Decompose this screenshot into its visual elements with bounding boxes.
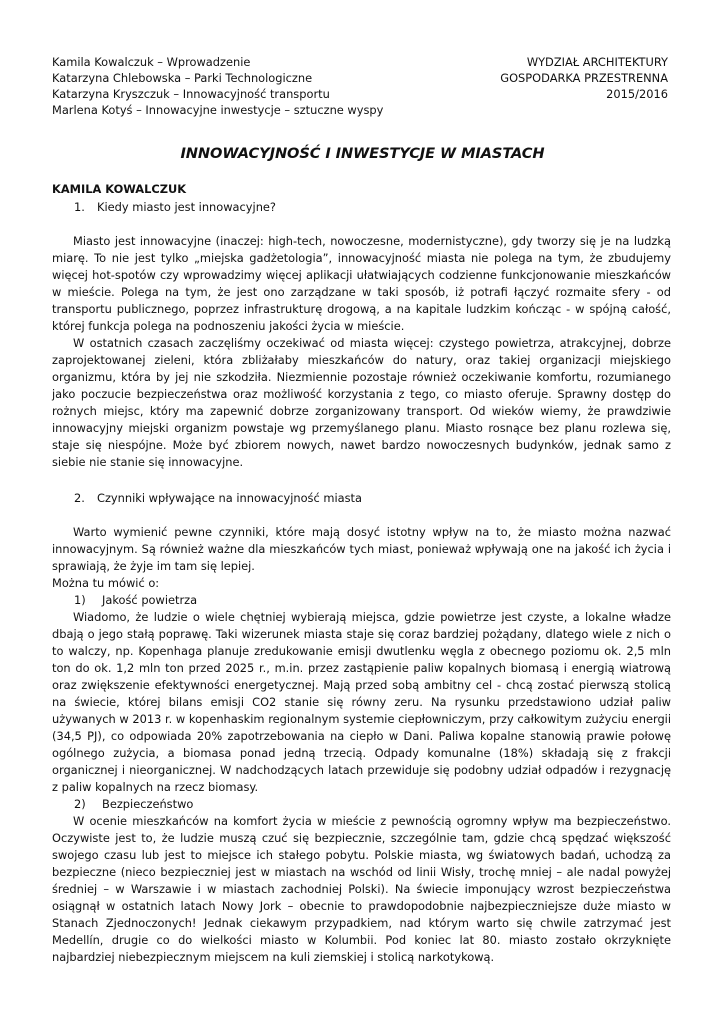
paragraph: W ocenie mieszkańców na komfort życia w mieście z pewnością ogromny wpływ ma bezpieczeństwo. Oczywiste jest to, że ludzie muszą czuć się bezpiecznie, szczególnie tam, gdzie chcą spędzać większość swojego czasu lub jest to miejsce ich stałego pobytu. Polskie miasta, wg światowych badań, uchodzą za bezpieczne (nieco bezpieczniej jest w miastach na wschód od linii Wisły, trochę mniej – ale nadal powyżej średniej – w Warszawie i w miastach zachodniej Polski). Na świecie imponujący wzrost bezpieczeństwa osiągnął w ostatnich latach Nowy Jork – obecnie to prawdopodobnie najbezpieczniejsze duże miasto w Stanach Zjednoczonych! Jednak ciekawym przypadkiem, nad którym warto się chwile zatrzymać jest Medellín, drugie co do wielkości miasto w Kolumbii. Pod koniec lat 80. miasto zostało okrzyknięte najbardziej niebezpiecznym miejscem na kuli ziemskiej i stolicą narkotykową. — [52, 814, 671, 964]
paragraph: W ostatnich czasach zaczęliśmy oczekiwać od miasta więcej: czystego powietrza, atrakcyjnej, dobrze zaprojektowanej zieleni, która zbliżałaby mieszkańców do natury, oraz takiej organizacji miejskiego organizmu, która by jej nie szkodziła. Niezmiennie pozostaje również oczekiwanie komfortu, rozumianego jako poczucie bezpieczeństwa oraz możliwość korzystania z tego, co miasto oferuje. Sprawny dostęp do rożnych miejsc, który ma zapewnić dobrze zorganizowany transport. Od wieków wiemy, że prawdziwie innowacyjny miejski organizm powstaje wg przemyślanego planu. Miasto rosnące bez planu rozlewa się, staje się niespójne. Może być zbiorem nowych, nawet bardzo nowoczesnych budynków, jednak samo z siebie nie stanie się innowacyjne. — [52, 336, 671, 469]
header-author-line: Kamila Kowalczuk – Wprowadzenie — [52, 55, 251, 69]
academic-year: 2015/2016 — [606, 87, 668, 101]
subsection-text: Bezpieczeństwo — [102, 797, 194, 811]
header-authors — [52, 54, 383, 118]
subsection-heading — [74, 592, 671, 609]
document-body — [52, 197, 671, 966]
subsection-heading — [74, 796, 671, 813]
paragraph: Wiadomo, że ludzie o wiele chętniej wybierają miejsca, gdzie powietrze jest czyste, a lokalne władze dbają o jego stałą poprawę. Taki wizerunek miasta staje się coraz bardziej pożądany, dlatego wiele z nich o to walczy, np. Kopenhaga planuje zredukowanie emisji dwutlenku węgla z obecnego poziomu ok. 2,5 mln ton do ok. 1,2 mln ton przed 2025 r., m.in. przez zastąpienie paliw kopalnych biomasą i energią wiatrową oraz zwiększenie efektywności energetycznej. Mają przed sobą ambitny cel - chcą zostać pierwszą stolicą na świecie, której bilans emisji CO2 stanie się równy zeru. Na rysunku przedstawiono udział paliw używanych w 2013 r. w kopenhaskim regionalnym systemie ciepłowniczym, przy całkowitym zużyciu energii (34,5 PJ), co odpowiada 20% zapotrzebowania na ciepło w Dani. Paliwa kopalne stanowią prawie połowę ogólnego zużycia, a biomasa ponad jedną trzecią. Odpady komunalne (18%) składają się z frakcji organicznej i nieorganicznej. W nadchodzących latach przewiduje się podobny udział odpadów i rezygnację z paliw kopalnych na rzecz biomasy. — [52, 610, 671, 794]
question-heading — [74, 199, 671, 216]
subsection-text: Jakość powietrza — [102, 593, 198, 607]
header-author-line: Katarzyna Kryszczuk – Innowacyjność transportu — [52, 87, 330, 101]
paragraph: Miasto jest innowacyjne (inaczej: high-tech, nowoczesne, modernistyczne), gdy tworzy się je na ludzką miarę. To nie jest tylko „miejska gadżetologia”, innowacyjność miasta nie polega na tym, że zbudujemy więcej hot-spotów czy wprowadzimy więcej aplikacji ułatwiających codzienne funkcjonowanie mieszkańców w mieście. Polega na tym, że jest ono zarządzane w taki sposób, iż potrafi łączyć rozmaite sfery - od transportu publicznego, poprzez infrastrukturę drogową, a na kapitale ludzkim kończąc - w spójną całość, której funkcja polega na podnoszeniu jakości życia w mieście. — [52, 234, 671, 333]
program-name: GOSPODARKA PRZESTRENNA — [500, 71, 668, 85]
document-title: INNOWACYJNOŚĆ I INWESTYCJE W MIASTACH — [180, 145, 545, 162]
section-author: KAMILA KOWALCZUK — [52, 182, 187, 196]
question-text: Czynniki wpływające na innowacyjność miasta — [97, 491, 362, 505]
question-heading — [74, 490, 671, 507]
question-number: 2. — [74, 491, 85, 505]
header-faculty — [500, 54, 668, 102]
subsection-number: 1) — [74, 593, 86, 607]
question-text: Kiedy miasto jest innowacyjne? — [97, 200, 276, 214]
paragraph: Warto wymienić pewne czynniki, które mają dosyć istotny wpływ na to, że miasto można nazwać innowacyjnym. Są również ważne dla mieszkańców tych miast, ponieważ wpływają one na jakość ich życia i sprawiają, że żyje im tam się lepiej. — [52, 525, 671, 573]
subsection-number: 2) — [74, 797, 86, 811]
question-number: 1. — [74, 200, 85, 214]
header-author-line: Katarzyna Chlebowska – Parki Technologiczne — [52, 71, 313, 85]
paragraph: Można tu mówić o: — [52, 576, 160, 590]
header-author-line: Marlena Kotyś – Innowacyjne inwestycje – sztuczne wyspy — [52, 103, 384, 117]
faculty-name: WYDZIAŁ ARCHITEKTURY — [526, 55, 668, 69]
